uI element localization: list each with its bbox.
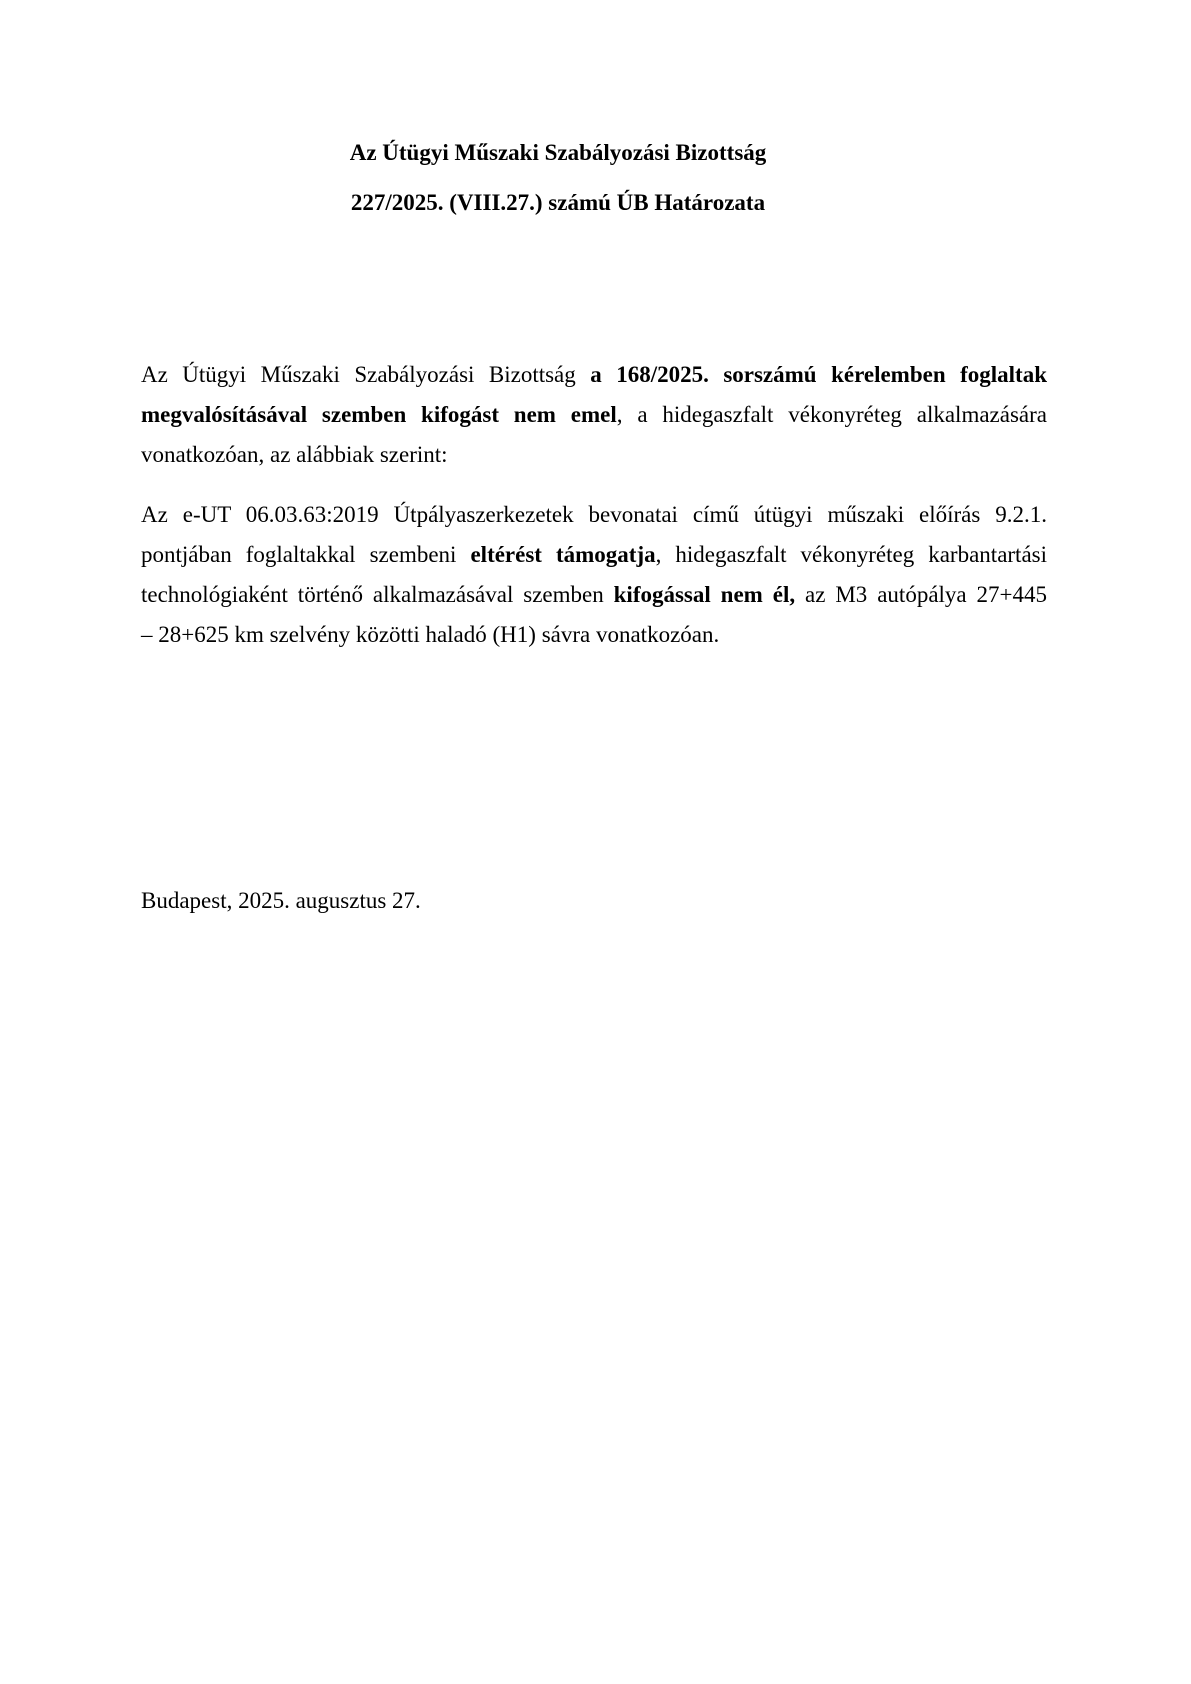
text-run-bold: kifogással nem él, (613, 582, 796, 607)
text-run: technológiaként történő alkalmazásával szemben (141, 582, 614, 607)
text-line (141, 575, 1047, 615)
text-line (141, 435, 1047, 475)
closing-date-line: Budapest, 2025. augusztus 27. (141, 888, 421, 913)
body-paragraph-1 (141, 355, 1047, 475)
text-run-bold: megvalósításával szemben kifogást nem emel (141, 402, 617, 427)
text-line (141, 395, 1047, 435)
text-run: pontjában foglaltakkal szembeni (141, 542, 471, 567)
body-paragraph-2 (141, 495, 1047, 655)
text-run-bold: eltérést támogatja (470, 542, 656, 567)
document-content (141, 133, 1047, 921)
text-run: , a hidegaszfalt vékonyréteg alkalmazására (616, 402, 1047, 427)
text-line (141, 355, 1047, 395)
text-run: Az e-UT 06.03.63:2019 Útpályaszerkezetek bevonatai című útügyi műszaki előírás 9.2.1. (141, 502, 1047, 527)
text-run: vonatkozóan, az alábbiak szerint: (141, 442, 448, 467)
document-title (141, 133, 975, 223)
text-line (141, 495, 1047, 535)
text-run: Az Útügyi Műszaki Szabályozási Bizottság (141, 362, 591, 387)
text-run: – 28+625 km szelvény közötti haladó (H1) sávra vonatkozóan. (141, 622, 720, 647)
text-line (141, 615, 1047, 655)
text-line (141, 535, 1047, 575)
text-run: , hidegaszfalt vékonyréteg karbantartási (655, 542, 1047, 567)
title-line-1: Az Útügyi Műszaki Szabályozási Bizottság (349, 140, 767, 165)
text-run-bold: a 168/2025. sorszámú kérelemben foglaltak (590, 362, 1047, 387)
text-run: az M3 autópálya 27+445 (795, 582, 1048, 607)
title-line-2: 227/2025. (VIII.27.) számú ÚB Határozata (350, 190, 766, 215)
